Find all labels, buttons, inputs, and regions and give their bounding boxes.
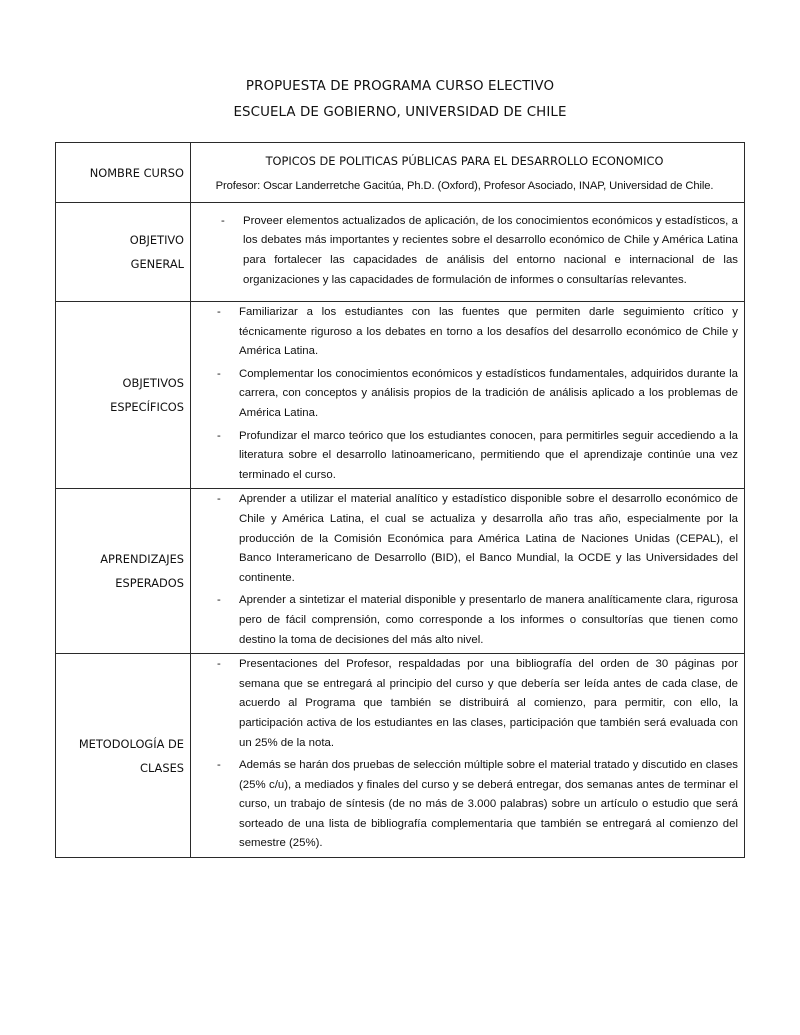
label-line-2: GENERAL bbox=[130, 257, 184, 271]
document-subtitle: ESCUELA DE GOBIERNO, UNIVERSIDAD DE CHILE bbox=[233, 105, 567, 120]
dash-bullet-icon: - bbox=[217, 429, 221, 442]
bullet-list bbox=[191, 303, 738, 485]
list-item-text: Complementar los conocimientos económicos y estadísticos fundamentales, adquiridos durante la carrera, con conceptos y análisis propios de la tradición de análisis aplicado a los problemas de América Latina. bbox=[239, 367, 738, 419]
label-line-1: OBJETIVO bbox=[129, 233, 184, 247]
content-nombre-curso bbox=[191, 143, 745, 203]
label-line-2: ESPECÍFICOS bbox=[110, 400, 184, 415]
label-line-2: CLASES bbox=[139, 760, 184, 775]
row-objetivo-general bbox=[56, 203, 745, 302]
dash-bullet-icon: - bbox=[217, 594, 221, 607]
list-item bbox=[191, 365, 738, 424]
dash-bullet-icon: - bbox=[221, 214, 225, 227]
list-item-text: Profundizar el marco teórico que los estudiantes conocen, para permitirles seguir accediendo a la literatura sobre el desarrollo latinoamericano, permitiendo que el aprendizaje continúe una vez terminado el curso. bbox=[239, 429, 738, 481]
dash-bullet-icon: - bbox=[217, 306, 221, 318]
document-header bbox=[0, 74, 800, 126]
bullet-list bbox=[191, 490, 738, 650]
bullet-list bbox=[191, 655, 738, 854]
content-objetivos-especificos bbox=[191, 302, 745, 489]
label-aprendizajes-esperados bbox=[56, 489, 191, 654]
label-objetivos-especificos bbox=[56, 302, 191, 489]
dash-bullet-icon: - bbox=[217, 367, 221, 380]
list-item-text: Además se harán dos pruebas de selección múltiple sobre el material tratado y discutido en clases (25% c/u), a mediados y finales del curso y se deberá entregar, dos semanas antes de terminar el curso, un trabajo de síntesis (de no más de 3.000 palabras) sobre un artículo o estudio que será sorteado de una lista de bibliografía complementaria que también se entregará al comienzo del semestre (25%). bbox=[239, 759, 738, 850]
dash-bullet-icon: - bbox=[217, 658, 221, 671]
program-table bbox=[55, 142, 745, 858]
list-item-text: Presentaciones del Profesor, respaldadas por una bibliografía del orden de 30 páginas por semana que se entregará al principio del curso y que debería ser leída antes de cada clase, de acuerdo al Programa que también se distribuirá al comienzo, para permitir, con ello, la participación activa de los estudiantes en las clases, participación que también será evaluada con un 25% de la nota. bbox=[239, 658, 738, 749]
list-item-text: Familiarizar a los estudiantes con las fuentes que permiten darle seguimiento crítico y técnicamente riguroso a los debates en torno a los desafíos del desarrollo económico de Chile y América Latina. bbox=[239, 306, 738, 358]
row-metodologia-clases bbox=[56, 654, 745, 858]
content-aprendizajes-esperados bbox=[191, 489, 745, 654]
bullet-list bbox=[191, 212, 738, 290]
list-item bbox=[191, 655, 738, 753]
list-item bbox=[191, 427, 738, 486]
list-item bbox=[191, 756, 738, 854]
course-title: TOPICOS DE POLITICAS PÚBLICAS PARA EL DESARROLLO ECONOMICO bbox=[265, 153, 664, 168]
list-item bbox=[191, 212, 738, 290]
dash-bullet-icon: - bbox=[217, 759, 221, 772]
label-line-1: APRENDIZAJES bbox=[100, 552, 184, 567]
content-metodologia-clases bbox=[191, 654, 745, 858]
label-objetivo-general bbox=[56, 203, 191, 302]
list-item bbox=[191, 490, 738, 588]
list-item-text: Aprender a sintetizar el material disponible y presentarlo de manera analíticamente clara, rigurosa pero de fácil comprensión, como corresponde a los informes o consultorías que tienen como destino la toma de decisiones del más alto nivel. bbox=[239, 594, 738, 646]
document-title: PROPUESTA DE PROGRAMA CURSO ELECTIVO bbox=[245, 79, 555, 94]
content-objetivo-general bbox=[191, 203, 745, 302]
list-item-text: Aprender a utilizar el material analítico y estadístico disponible sobre el desarrollo económico de Chile y América Latina, el cual se actualiza y desarrolla año tras año, especialmente por la producción de la Comisión Económica para América Latina de Naciones Unidas (CEPAL), el Banco Interamericano de Desarrollo (BID), el Banco Mundial, la OCDE y las Universidades del continente. bbox=[239, 493, 738, 584]
dash-bullet-icon: - bbox=[217, 493, 221, 506]
label-line-1: METODOLOGÍA DE bbox=[78, 736, 184, 751]
label-line-1: OBJETIVOS bbox=[122, 376, 184, 391]
label-text: NOMBRE CURSO bbox=[89, 165, 184, 180]
list-item bbox=[191, 303, 738, 362]
label-nombre-curso bbox=[56, 143, 191, 203]
row-objetivos-especificos bbox=[56, 302, 745, 489]
list-item bbox=[191, 591, 738, 650]
row-aprendizajes-esperados bbox=[56, 489, 745, 654]
label-metodologia-clases bbox=[56, 654, 191, 858]
row-nombre-curso bbox=[56, 143, 745, 203]
label-line-2: ESPERADOS bbox=[115, 576, 184, 591]
course-professor: Profesor: Oscar Landerretche Gacitúa, Ph.D. (Oxford), Profesor Asociado, INAP, Universidad de Chile. bbox=[215, 179, 714, 192]
list-item-text: Proveer elementos actualizados de aplicación, de los conocimientos económicos y estadísticos, a los debates más importantes y recientes sobre el desarrollo económico de Chile y América Latina para fortalecer las capacidades de análisis del entorno nacional e internacional de las organizaciones y las capacidades de formulación de informes o consultarías relevantes. bbox=[243, 214, 738, 286]
